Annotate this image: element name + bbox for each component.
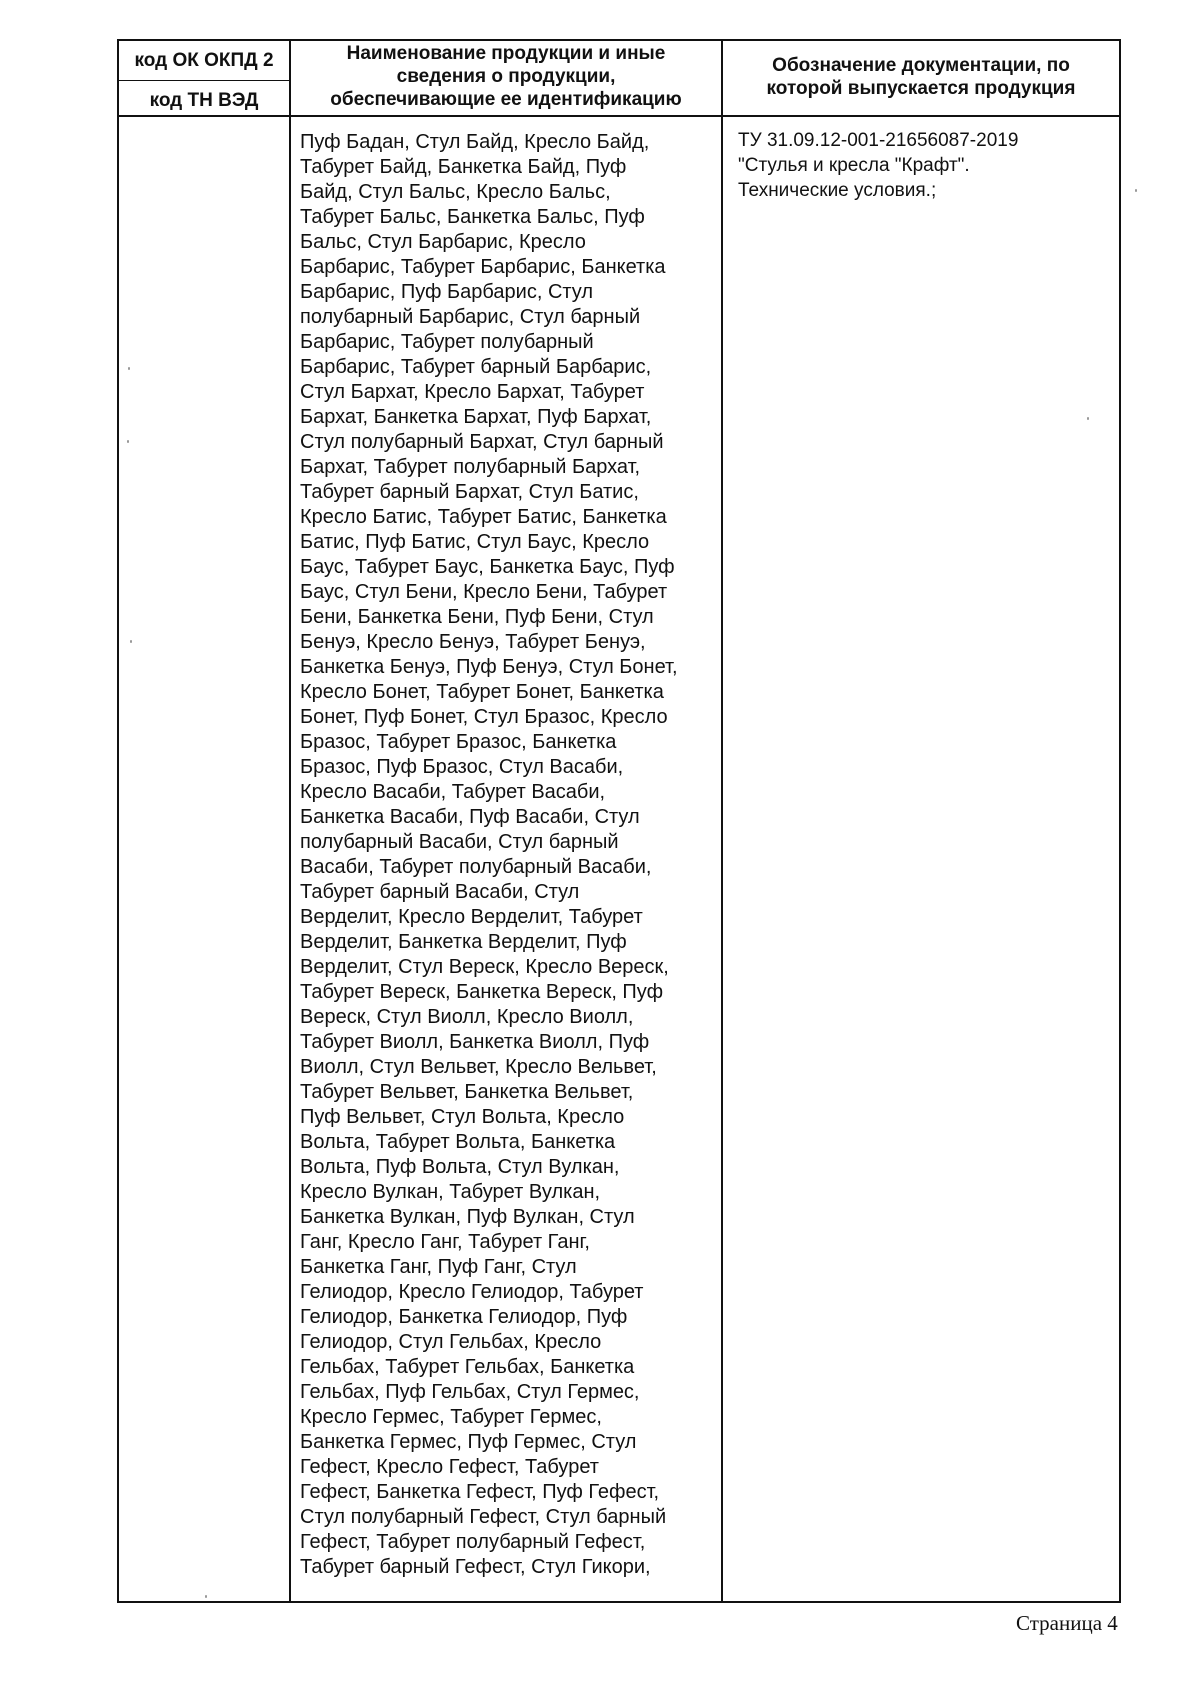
product-line: Табурет Бальс, Банкетка Бальс, Пуф <box>300 206 645 228</box>
scan-speck <box>128 367 130 370</box>
header-documentation-line: которой выпускается продукция <box>766 78 1076 99</box>
product-line: Табурет барный Бархат, Стул Батис, <box>300 481 639 503</box>
product-line: Пуф Бадан, Стул Байд, Кресло Байд, <box>300 131 650 153</box>
table-left-border <box>117 39 119 1603</box>
product-line: Стул Бархат, Кресло Бархат, Табурет <box>300 381 645 403</box>
product-line: Табурет Вереск, Банкетка Вереск, Пуф <box>300 981 664 1003</box>
header-okpd-code: код ОК ОКПД 2 <box>134 50 274 71</box>
product-line: Гельбах, Пуф Гельбах, Стул Гермес, <box>300 1381 640 1403</box>
product-line: Васаби, Табурет полубарный Васаби, <box>300 856 652 878</box>
product-line: Бени, Банкетка Бени, Пуф Бени, Стул <box>300 606 654 628</box>
product-line: Баус, Табурет Баус, Банкетка Баус, Пуф <box>300 556 675 578</box>
scan-speck <box>205 1595 207 1598</box>
page-number: Страница 4 <box>1016 1611 1118 1635</box>
documentation-line: "Стулья и кресла "Крафт". <box>738 155 970 176</box>
product-line: Кресло Батис, Табурет Батис, Банкетка <box>300 506 667 528</box>
column-divider-2 <box>721 39 723 1603</box>
header-documentation <box>723 54 1119 100</box>
product-line: Батис, Пуф Батис, Стул Баус, Кресло <box>300 531 650 553</box>
product-line: Бенуэ, Кресло Бенуэ, Табурет Бенуэ, <box>300 631 646 653</box>
product-line: Кресло Гермес, Табурет Гермес, <box>300 1406 602 1428</box>
product-line: Банкетка Васаби, Пуф Васаби, Стул <box>300 806 640 828</box>
product-line: Верделит, Кресло Верделит, Табурет <box>300 906 643 928</box>
product-line: Ганг, Кресло Ганг, Табурет Ганг, <box>300 1231 590 1253</box>
product-line: Банкетка Бенуэ, Пуф Бенуэ, Стул Бонет, <box>300 656 678 678</box>
product-line: Табурет Вельвет, Банкетка Вельвет, <box>300 1081 634 1103</box>
product-line: Барбарис, Табурет Барбарис, Банкетка <box>300 256 666 278</box>
product-line: Бальс, Стул Барбарис, Кресло <box>300 231 586 253</box>
product-line: Барбарис, Пуф Барбарис, Стул <box>300 281 594 303</box>
product-line: Вольта, Пуф Вольта, Стул Вулкан, <box>300 1156 620 1178</box>
col1-header-divider <box>117 80 289 81</box>
product-line: Гефест, Кресло Гефест, Табурет <box>300 1456 599 1478</box>
product-line: Банкетка Вулкан, Пуф Вулкан, Стул <box>300 1206 635 1228</box>
scan-speck <box>1135 189 1137 192</box>
product-line: Вольта, Табурет Вольта, Банкетка <box>300 1131 616 1153</box>
product-line: Бархат, Табурет полубарный Бархат, <box>300 456 641 478</box>
product-line: Байд, Стул Бальс, Кресло Бальс, <box>300 181 611 203</box>
scan-speck <box>130 640 132 643</box>
product-line: Гефест, Табурет полубарный Гефест, <box>300 1531 646 1553</box>
header-documentation-line: Обозначение документации, по <box>772 55 1070 76</box>
product-line: Стул полубарный Бархат, Стул барный <box>300 431 664 453</box>
product-line: Баус, Стул Бени, Кресло Бени, Табурет <box>300 581 668 603</box>
product-line: Бразос, Пуф Бразос, Стул Васаби, <box>300 756 624 778</box>
product-line: Кресло Бонет, Табурет Бонет, Банкетка <box>300 681 664 703</box>
header-product-name-line: Наименование продукции и иные <box>346 43 666 64</box>
product-line: Гелиодор, Кресло Гелиодор, Табурет <box>300 1281 644 1303</box>
documentation-reference <box>738 128 1118 203</box>
product-line: Гелиодор, Стул Гельбах, Кресло <box>300 1331 602 1353</box>
product-line: Табурет барный Васаби, Стул <box>300 881 580 903</box>
scan-speck <box>1087 417 1089 420</box>
product-line: Барбарис, Табурет полубарный <box>300 331 594 353</box>
product-line: Кресло Вулкан, Табурет Вулкан, <box>300 1181 601 1203</box>
product-line: Барбарис, Табурет барный Барбарис, <box>300 356 652 378</box>
product-line: Гефест, Банкетка Гефест, Пуф Гефест, <box>300 1481 660 1503</box>
product-line: Кресло Васаби, Табурет Васаби, <box>300 781 606 803</box>
product-line: Вереск, Стул Виолл, Кресло Виолл, <box>300 1006 634 1028</box>
header-product-name-line: обеспечивающие ее идентификацию <box>330 89 682 110</box>
product-line: полубарный Барбарис, Стул барный <box>300 306 641 328</box>
product-line: Виолл, Стул Вельвет, Кресло Вельвет, <box>300 1056 657 1078</box>
table-top-border <box>117 39 1121 41</box>
product-line: Табурет Виолл, Банкетка Виолл, Пуф <box>300 1031 650 1053</box>
product-line: Верделит, Стул Вереск, Кресло Вереск, <box>300 956 669 978</box>
scan-speck <box>127 440 129 443</box>
product-line: Табурет барный Гефест, Стул Гикори, <box>300 1556 651 1578</box>
header-product-name <box>291 42 721 111</box>
product-line: Банкетка Ганг, Пуф Ганг, Стул <box>300 1256 577 1278</box>
product-line: Бразос, Табурет Бразос, Банкетка <box>300 731 617 753</box>
product-line: полубарный Васаби, Стул барный <box>300 831 619 853</box>
product-line: Пуф Вельвет, Стул Вольта, Кресло <box>300 1106 625 1128</box>
header-product-name-line: сведения о продукции, <box>396 66 616 87</box>
column-divider-1 <box>289 39 291 1603</box>
product-line: Бархат, Банкетка Бархат, Пуф Бархат, <box>300 406 652 428</box>
documentation-line: ТУ 31.09.12-001-21656087-2019 <box>738 130 1019 151</box>
product-line: Стул полубарный Гефест, Стул барный <box>300 1506 667 1528</box>
table-right-border <box>1119 39 1121 1603</box>
product-line: Гельбах, Табурет Гельбах, Банкетка <box>300 1356 635 1378</box>
product-list <box>300 130 720 1580</box>
product-line: Банкетка Гермес, Пуф Гермес, Стул <box>300 1431 637 1453</box>
product-line: Верделит, Банкетка Верделит, Пуф <box>300 931 627 953</box>
product-line: Гелиодор, Банкетка Гелиодор, Пуф <box>300 1306 628 1328</box>
product-line: Бонет, Пуф Бонет, Стул Бразос, Кресло <box>300 706 668 728</box>
table-bottom-border <box>117 1601 1121 1603</box>
product-line: Табурет Байд, Банкетка Байд, Пуф <box>300 156 627 178</box>
header-divider <box>117 115 1121 117</box>
header-tnved-code: код ТН ВЭД <box>149 90 259 111</box>
documentation-line: Технические условия.; <box>738 180 937 201</box>
